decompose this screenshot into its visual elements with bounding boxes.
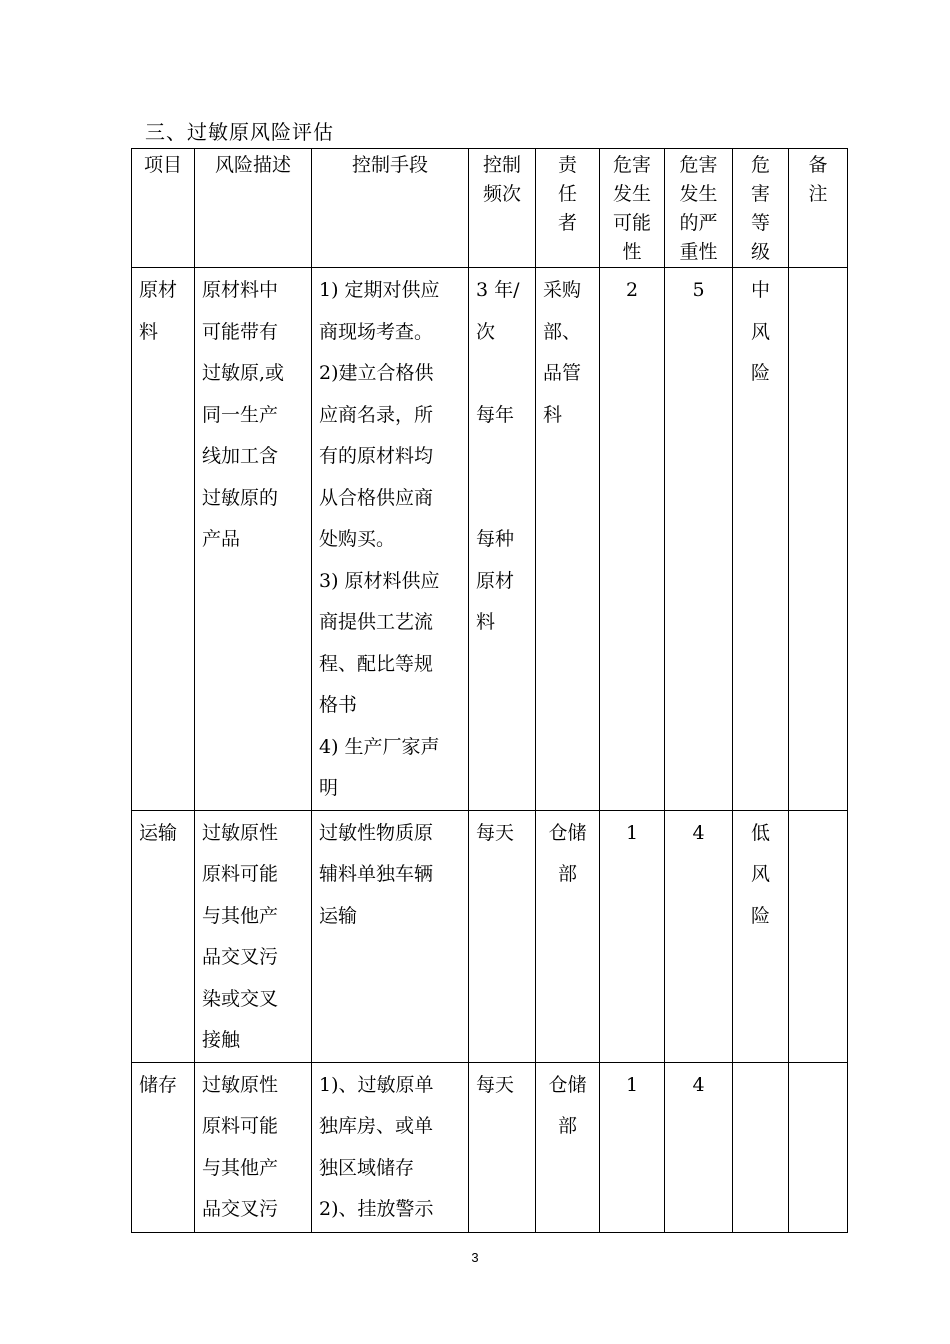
cell-severity: 4 <box>665 1062 733 1232</box>
page-number: 3 <box>471 1250 479 1265</box>
cell-risk: 原材料中 可能带有 过敏原,或 同一生产 线加工含 过敏原的 产品 <box>195 268 312 811</box>
header-severity: 危害 发生 的严 重性 <box>665 149 733 268</box>
cell-remark <box>789 1062 848 1232</box>
cell-control: 1)、过敏原单 独库房、或单 独区域储存 2)、挂放警示 <box>312 1062 469 1232</box>
section-title: 三、过敏原风险评估 <box>145 120 334 144</box>
cell-risk: 过敏原性 原料可能 与其他产 品交叉污 <box>195 1062 312 1232</box>
cell-control: 1) 定期对供应 商现场考查。 2)建立合格供 应商名录，所 有的原材料均 从合格供应商 处购买。 3) 原材料供应 商提供工艺流 程、配比等规 格书 4) 生产厂家声 明 <box>312 268 469 811</box>
cell-level <box>733 1062 789 1232</box>
cell-risk: 过敏原性 原料可能 与其他产 品交叉污 染或交叉 接触 <box>195 810 312 1062</box>
table-row <box>132 810 848 1062</box>
cell-likelihood: 2 <box>600 268 665 811</box>
header-control: 控制手段 <box>312 149 469 268</box>
header-remark: 备 注 <box>789 149 848 268</box>
cell-remark <box>789 268 848 811</box>
header-row <box>132 149 848 268</box>
cell-freq: 每天 <box>469 1062 536 1232</box>
cell-level: 低 风 险 <box>733 810 789 1062</box>
cell-owner: 仓储 部 <box>536 1062 600 1232</box>
header-item: 项目 <box>132 149 195 268</box>
allergen-risk-table <box>131 148 848 1233</box>
cell-severity: 5 <box>665 268 733 811</box>
table-row <box>132 1062 848 1232</box>
cell-severity: 4 <box>665 810 733 1062</box>
cell-item: 储存 <box>132 1062 195 1232</box>
cell-remark <box>789 810 848 1062</box>
cell-likelihood: 1 <box>600 810 665 1062</box>
cell-owner: 仓储 部 <box>536 810 600 1062</box>
cell-item: 运输 <box>132 810 195 1062</box>
cell-owner: 采购 部、 品管 科 <box>536 268 600 811</box>
cell-item: 原材 料 <box>132 268 195 811</box>
cell-level: 中 风 险 <box>733 268 789 811</box>
cell-control: 过敏性物质原 辅料单独车辆 运输 <box>312 810 469 1062</box>
header-owner: 责 任 者 <box>536 149 600 268</box>
header-freq: 控制 频次 <box>469 149 536 268</box>
cell-freq: 3 年/ 次 每年 每种 原材 料 <box>469 268 536 811</box>
header-likelihood: 危害 发生 可能 性 <box>600 149 665 268</box>
cell-likelihood: 1 <box>600 1062 665 1232</box>
cell-freq: 每天 <box>469 810 536 1062</box>
header-risk-desc: 风险描述 <box>195 149 312 268</box>
header-level: 危 害 等 级 <box>733 149 789 268</box>
table-row <box>132 268 848 811</box>
